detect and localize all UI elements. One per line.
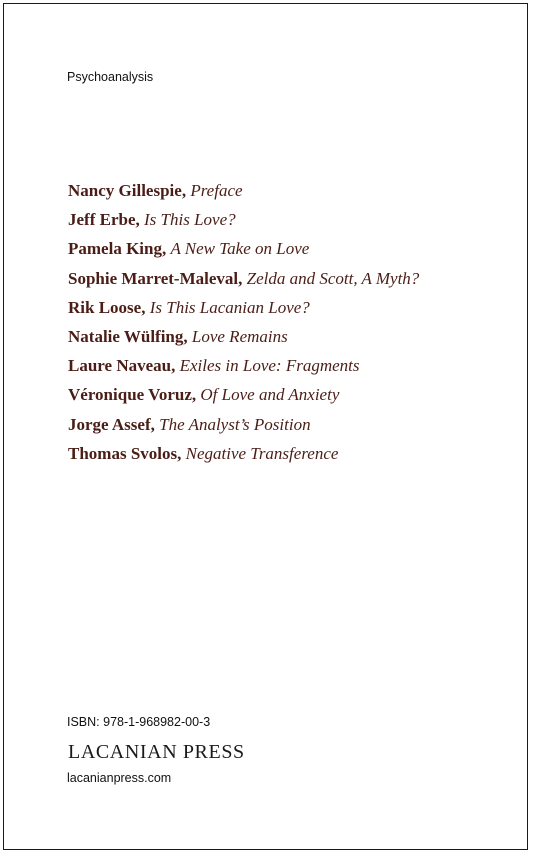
publisher-website: lacanianpress.com (67, 771, 172, 785)
entry-author: Sophie Marret-Maleval (68, 268, 239, 288)
entry-title: Of Love and Anxiety (200, 385, 340, 405)
entry-title: Love Remains (191, 326, 288, 346)
contents-entry: Sophie Marret-Maleval, Zelda and Scott, A Myth? (68, 268, 420, 288)
contents-entry: Laure Naveau, Exiles in Love: Fragments (68, 356, 360, 376)
entry-author: Véronique Voruz (68, 385, 192, 405)
contents-entry: Véronique Voruz, Of Love and Anxiety (68, 385, 340, 405)
entry-title: Negative Transference (185, 443, 339, 463)
entry-author: Thomas Svolos (68, 443, 178, 463)
contents-entry: Natalie Wülfing, Love Remains (68, 326, 288, 346)
entry-author: Pamela King (68, 239, 162, 259)
contents-entry: Jorge Assef, The Analyst’s Position (68, 414, 311, 434)
entry-author: Nancy Gillespie (68, 181, 182, 200)
entry-author: Jorge Assef (68, 414, 151, 434)
isbn-text: ISBN: 978-1-968982-00-3 (67, 715, 211, 729)
contents-entry: Jeff Erbe, Is This Love? (68, 210, 236, 230)
back-cover (3, 3, 528, 850)
entry-title: Zelda and Scott, A Myth? (246, 268, 420, 288)
entry-author: Natalie Wülfing (68, 326, 184, 346)
entry-title: Is This Lacanian Love? (149, 297, 310, 317)
category-label: Psychoanalysis (67, 70, 154, 84)
publisher-name: LACANIAN PRESS (68, 741, 245, 763)
entry-title: A New Take on Love (170, 239, 310, 259)
contents-entry: Rik Loose, Is This Lacanian Love? (68, 297, 310, 317)
entry-author: Jeff Erbe (68, 210, 136, 230)
contents-list (68, 176, 419, 468)
entry-author: Rik Loose (68, 297, 142, 317)
entry-title: The Analyst’s Position (159, 414, 311, 434)
entry-title: Is This Love? (144, 210, 236, 230)
entry-title: Preface (190, 181, 243, 200)
entry-title: Exiles in Love: Fragments (179, 356, 360, 376)
contents-entry: Pamela King, A New Take on Love (68, 239, 310, 259)
entry-author: Laure Naveau (68, 356, 172, 376)
contents-entry: Thomas Svolos, Negative Transference (68, 443, 339, 463)
contents-entry: Nancy Gillespie, Preface (68, 181, 243, 200)
